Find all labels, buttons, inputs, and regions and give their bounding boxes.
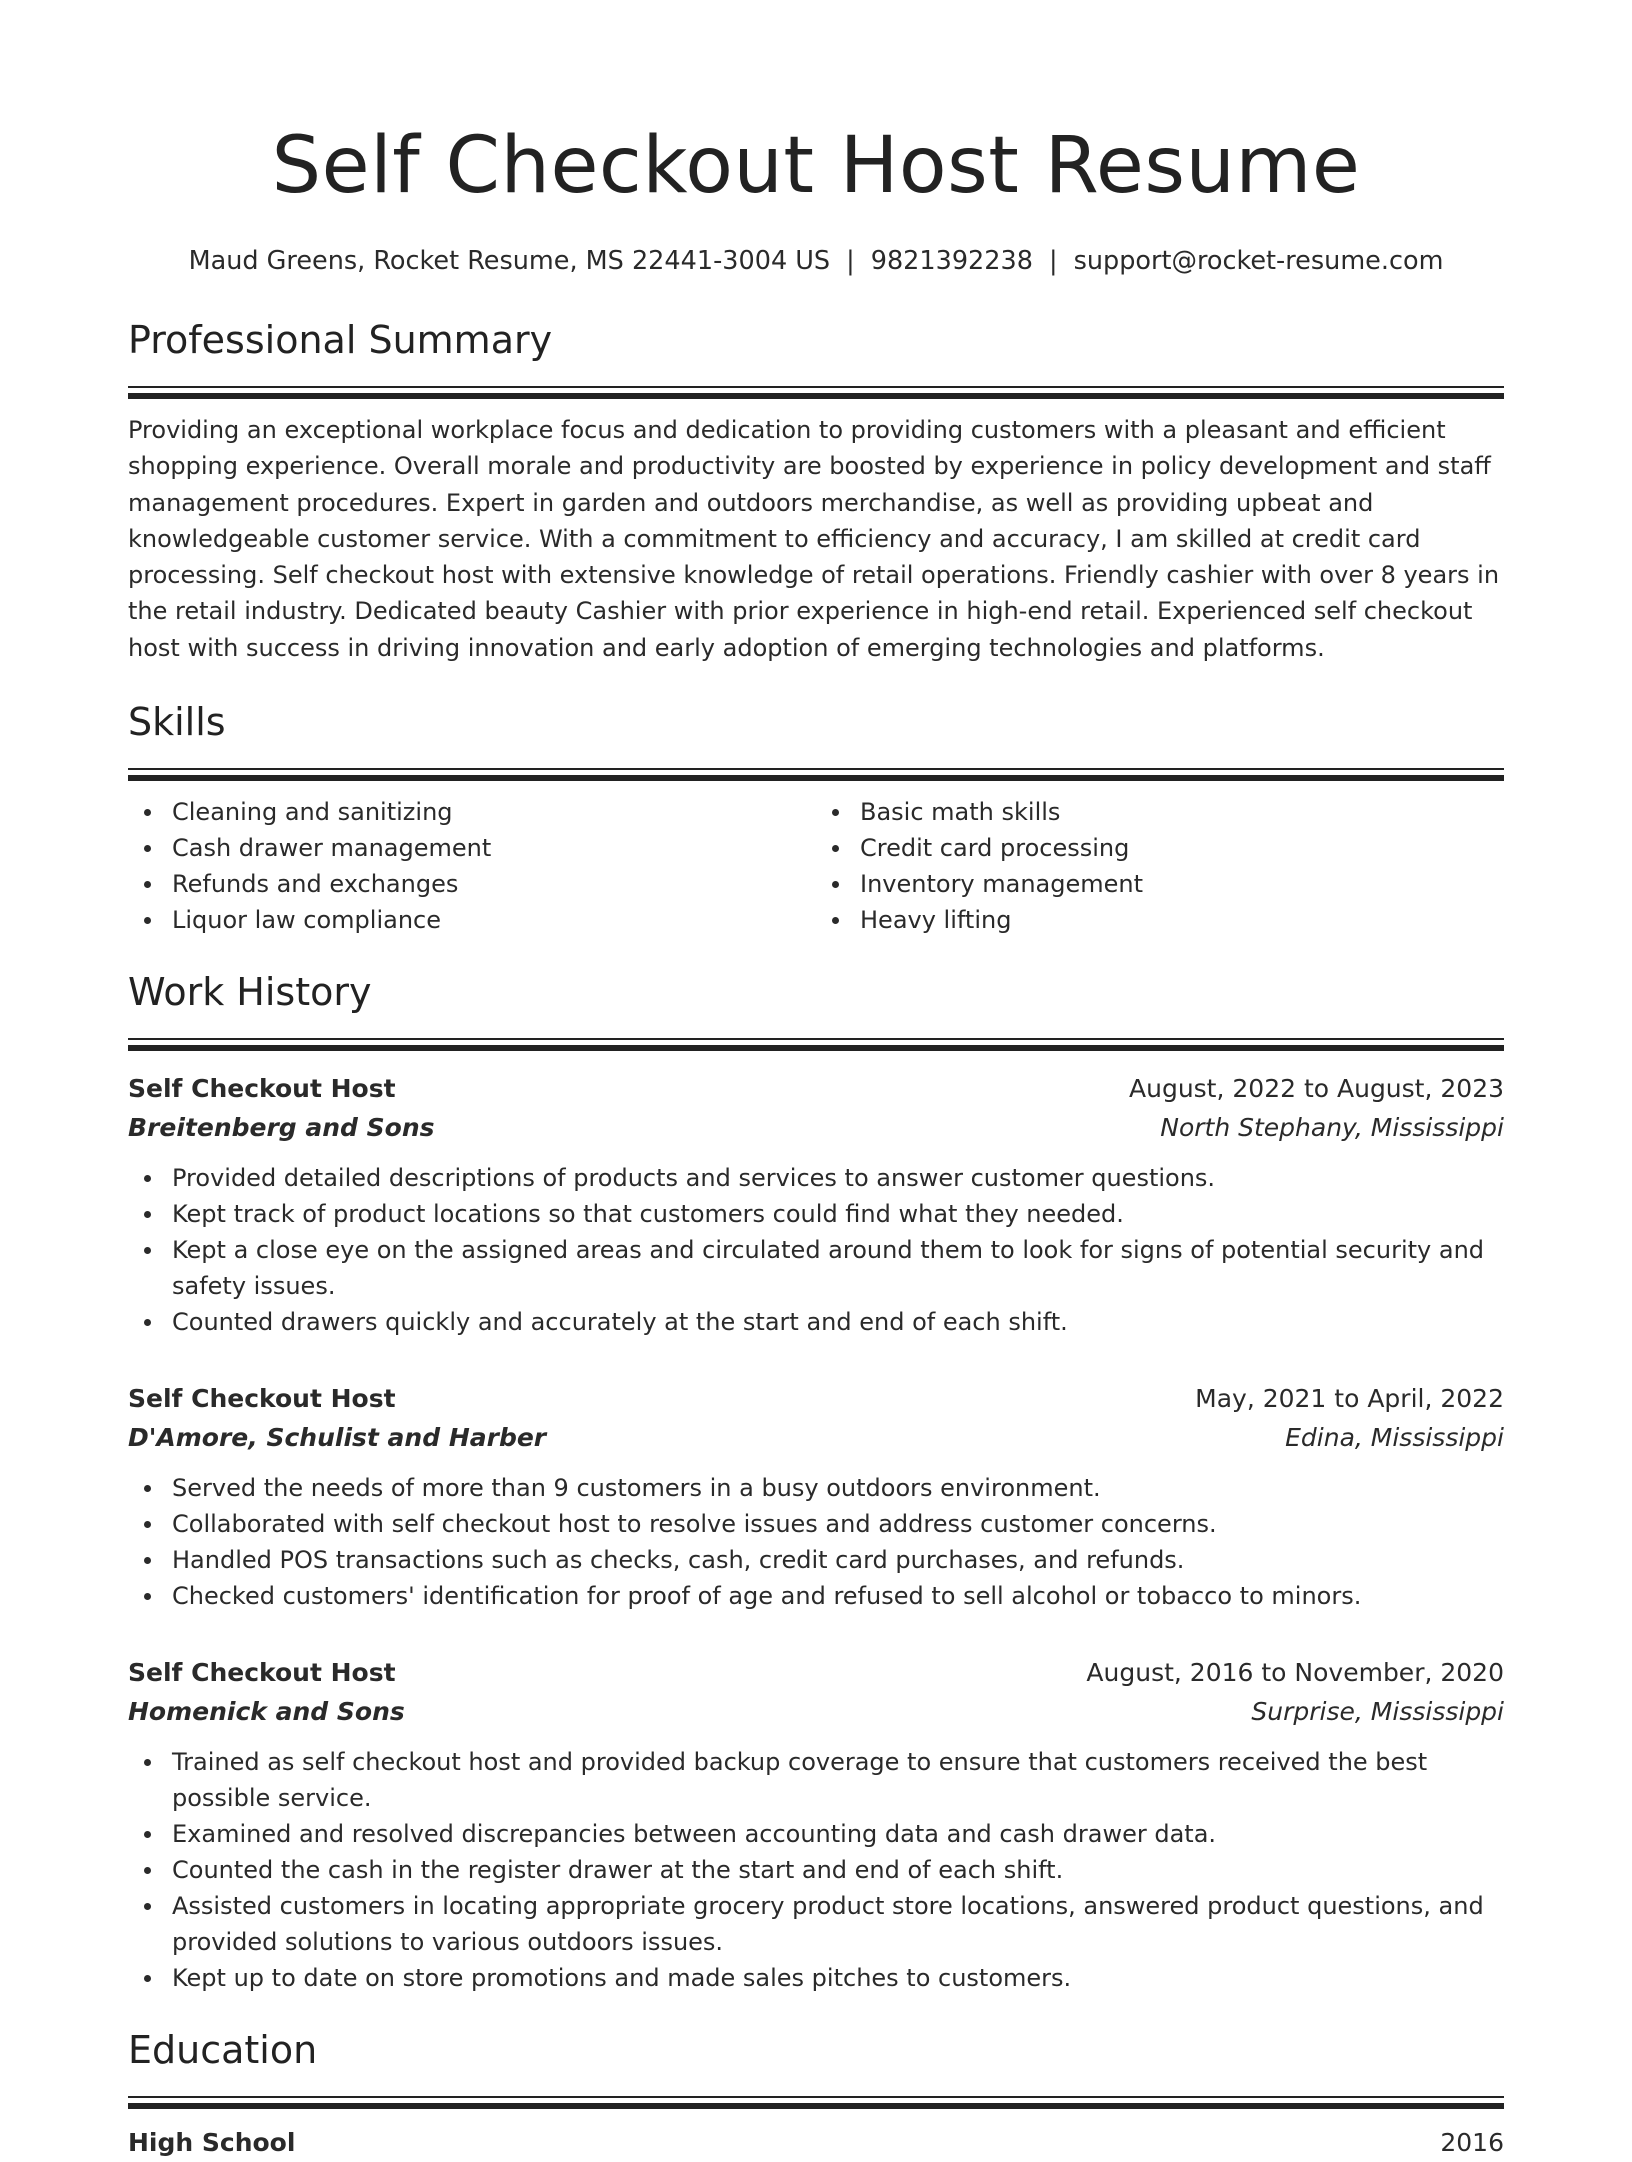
- skill-item: Refunds and exchanges: [172, 866, 816, 902]
- job-company: D'Amore, Schulist and Harber: [128, 1423, 547, 1453]
- education-row: [128, 2124, 1504, 2162]
- job-bullet: Provided detailed descriptions of products and services to answer customer questions.: [172, 1160, 1504, 1196]
- work-history-section: [128, 966, 1504, 1996]
- job-bullet: Trained as self checkout host and provided backup coverage to ensure that customers received the best possible service.: [172, 1744, 1504, 1816]
- job-location: Surprise, Mississippi: [1251, 1697, 1504, 1727]
- skill-item: Basic math skills: [860, 794, 1504, 830]
- section-heading-work-history: Work History: [128, 970, 372, 1015]
- job-entry: [128, 1654, 1504, 1996]
- skills-columns: [128, 794, 1504, 938]
- job-bullet: Collaborated with self checkout host to resolve issues and address customer concerns.: [172, 1506, 1504, 1542]
- skills-list-right: [816, 794, 1504, 938]
- skill-item: Cash drawer management: [172, 830, 816, 866]
- job-dates: August, 2022 to August, 2023: [1129, 1074, 1504, 1104]
- skill-item: Heavy lifting: [860, 902, 1504, 938]
- job-dates: August, 2016 to November, 2020: [1086, 1658, 1504, 1688]
- job-bullet: Handled POS transactions such as checks, cash, credit card purchases, and refunds.: [172, 1542, 1504, 1578]
- section-heading-skills: Skills: [128, 700, 226, 745]
- job-location: North Stephany, Mississippi: [1160, 1113, 1504, 1143]
- job-bullet: Checked customers' identification for proof of age and refused to sell alcohol or tobacco to minors.: [172, 1578, 1504, 1614]
- section-divider: [128, 386, 1504, 398]
- job-bullet: Served the needs of more than 9 customers in a busy outdoors environment.: [172, 1470, 1504, 1506]
- job-bullet: Counted the cash in the register drawer at the start and end of each shift.: [172, 1852, 1504, 1888]
- skills-list-left: [128, 794, 816, 938]
- job-entry: [128, 1380, 1504, 1614]
- skills-section: [128, 696, 1504, 938]
- job-bullets: [128, 1160, 1504, 1340]
- skill-item: Credit card processing: [860, 830, 1504, 866]
- job-company: Breitenberg and Sons: [128, 1113, 435, 1143]
- job-title: Self Checkout Host: [128, 1074, 396, 1104]
- job-company-row: [128, 1108, 1504, 1148]
- job-bullets: [128, 1470, 1504, 1614]
- resume-title: Self Checkout Host Resume: [271, 121, 1361, 211]
- section-divider: [128, 1038, 1504, 1050]
- job-company-row: [128, 1418, 1504, 1458]
- job-bullet: Kept up to date on store promotions and made sales pitches to customers.: [172, 1960, 1504, 1996]
- job-location: Edina, Mississippi: [1285, 1423, 1504, 1453]
- skill-item: Liquor law compliance: [172, 902, 816, 938]
- job-company: Homenick and Sons: [128, 1697, 405, 1727]
- contact-address: Maud Greens, Rocket Resume, MS 22441-3004 US: [188, 246, 831, 276]
- job-header-row: [128, 1070, 1504, 1108]
- job-bullet: Counted drawers quickly and accurately at the start and end of each shift.: [172, 1304, 1504, 1340]
- job-bullet: Examined and resolved discrepancies between accounting data and cash drawer data.: [172, 1816, 1504, 1852]
- summary-text: Providing an exceptional workplace focus and dedication to providing customers with a pleasant and efficient shopping experience. Overall morale and productivity are boosted by experience in policy development and staff management procedures. Expert in garden and outdoors merchandise, as well as providing upbeat and knowledgeable customer service. With a commitment to efficiency and accuracy, I am skilled at credit card processing. Self checkout host with extensive knowledge of retail operations. Friendly cashier with over 8 years in the retail industry. Dedicated beauty Cashier with prior experience in high-end retail. Experienced self checkout host with success in driving innovation and early adoption of emerging technologies and platforms.: [128, 416, 1500, 662]
- job-entry: [128, 1070, 1504, 1340]
- job-bullets: [128, 1744, 1504, 1996]
- skill-item: Cleaning and sanitizing: [172, 794, 816, 830]
- contact-email: support@rocket-resume.com: [1073, 246, 1444, 276]
- job-dates: May, 2021 to April, 2022: [1195, 1384, 1504, 1414]
- section-heading-summary: Professional Summary: [128, 318, 553, 362]
- job-header-row: [128, 1654, 1504, 1692]
- job-header-row: [128, 1380, 1504, 1418]
- contact-separator: |: [1048, 246, 1058, 276]
- section-divider: [128, 768, 1504, 780]
- skill-item: Inventory management: [860, 866, 1504, 902]
- job-bullet: Kept track of product locations so that customers could find what they needed.: [172, 1196, 1504, 1232]
- job-bullet: Kept a close eye on the assigned areas and circulated around them to look for signs of potential security and safety issues.: [172, 1232, 1504, 1304]
- summary-section: [128, 314, 1504, 666]
- job-bullet: Assisted customers in locating appropriate grocery product store locations, answered product questions, and provided solutions to various outdoors issues.: [172, 1888, 1504, 1960]
- job-title: Self Checkout Host: [128, 1658, 396, 1688]
- education-section: [128, 2024, 1504, 2162]
- education-degree: High School: [128, 2128, 296, 2158]
- contact-line: [128, 244, 1504, 278]
- section-divider: [128, 2096, 1504, 2108]
- education-year: 2016: [1440, 2128, 1504, 2158]
- contact-separator: |: [846, 246, 855, 276]
- contact-phone: 9821392238: [870, 246, 1033, 276]
- section-heading-education: Education: [128, 2028, 318, 2073]
- job-company-row: [128, 1692, 1504, 1732]
- job-title: Self Checkout Host: [128, 1384, 396, 1414]
